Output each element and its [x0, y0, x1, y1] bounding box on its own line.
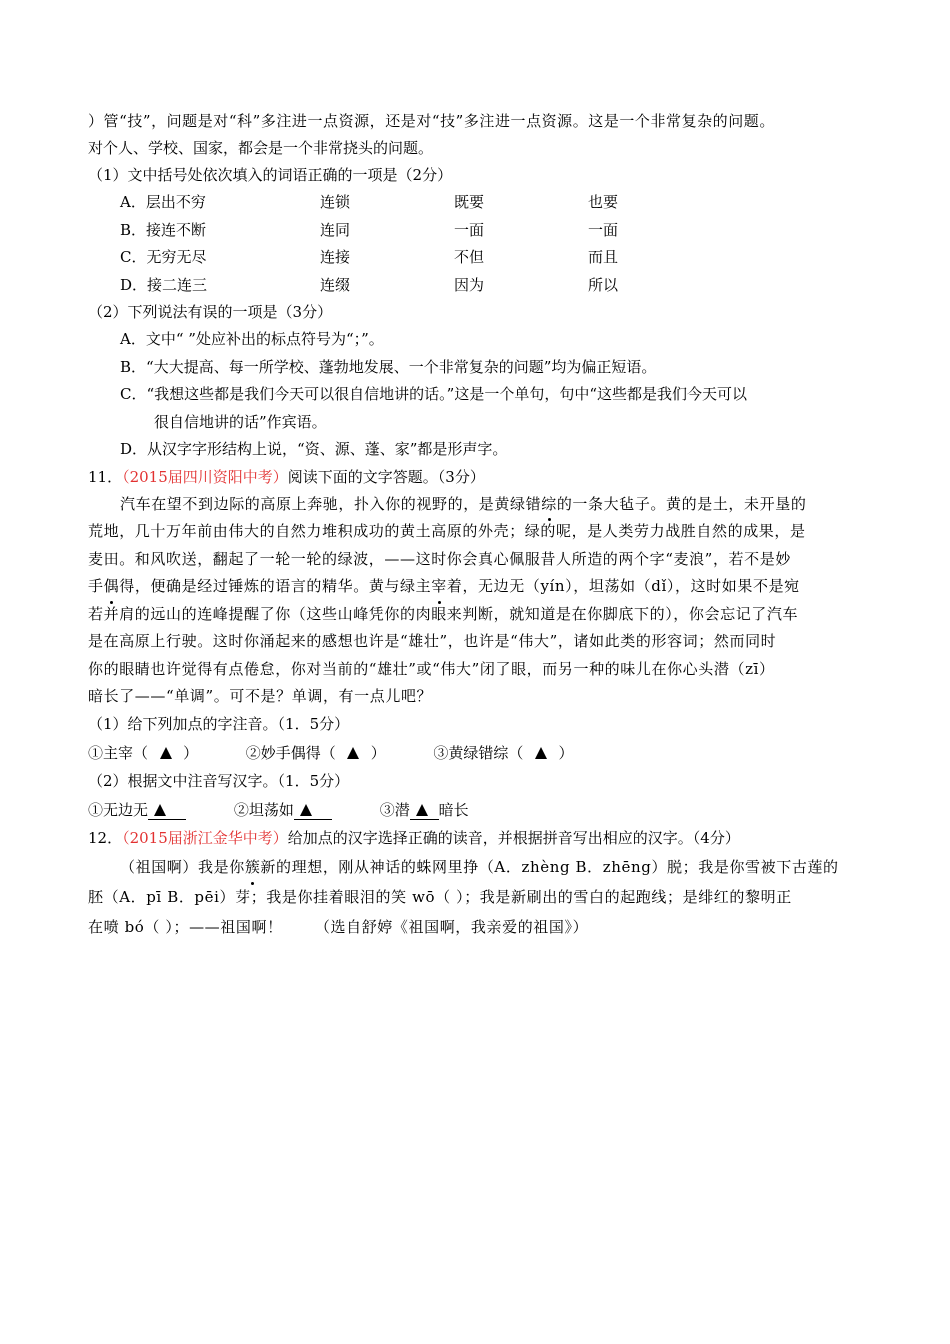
q12-stem: 给加点的汉字选择正确的读音，并根据拼音写出相应的汉字。（4分） — [287, 828, 740, 847]
q10-2-option-b: B．“大大提高、每一所学校、蓬勃地发展、一个非常复杂的问题”均为偏正短语。 — [120, 357, 657, 376]
q12-passage-line-2: 胚（A．pī B．pēi）芽；我是你挂着眼泪的笑 wō（ ）；我是新刷出的雪白的起跑线；是绯红的黎明正 — [88, 887, 792, 906]
triangle-icon — [154, 804, 166, 816]
q12-passage-line-1: （祖国啊）我是你簇新的理想，刚从神话的蛛网里挣（A．zhèng B．zhēng）脱；我是你雪被下古莲的 — [88, 852, 878, 882]
q11-passage-line-2: 荒地，几十万年前由伟大的自然力堆积成功的黄土高原的外壳；绿的呢，是人类劳力战胜自然的成果，是 — [88, 522, 806, 540]
q11-sub2-stem: （2）根据文中注音写汉字。（1．5分） — [88, 771, 350, 790]
q12-passage-line-3: 在喷 bó（ ）；——祖国啊！ （选自舒婷《祖国啊，我亲爱的祖国》） — [88, 917, 589, 936]
q10-2-stem: （2）下列说法有误的一项是（3分） — [88, 303, 333, 321]
q12-number: 12． — [88, 828, 123, 847]
q11-sub2-items: ①无边无 ②坦荡如 ③潜 暗长 — [88, 800, 469, 819]
q11-number: 11． — [88, 467, 123, 486]
q11-stem: 阅读下面的文字答题。（3分） — [287, 467, 485, 486]
q11-passage-line-6: 是在高原上行驶。这时你涌起来的感想也许是“雄壮”，也许是“伟大”，诸如此类的形容词；然而同时 — [88, 632, 777, 650]
q11-passage-line-5: 若并肩的远山的连峰提醒了你（这些山峰凭你的肉眼来判断，就知道是在你脚底下的），你会忘记了汽车 — [88, 604, 799, 623]
q11-sub1-stem: （1）给下列加点的字注音。（1．5分） — [88, 714, 350, 733]
triangle-icon — [160, 747, 172, 759]
answer-blank — [410, 801, 439, 820]
intro-line-2: 对个人、学校、国家，都会是一个非常挠头的问题。 — [88, 139, 434, 157]
answer-blank — [148, 801, 186, 820]
q11-passage-line-1: 汽车在望不到边际的高原上奔驰，扑入你的视野的，是黄绿错综的一条大毡子。黄的是土，未开垦的 — [88, 491, 878, 519]
q11-sub1-items: ①主宰（ ） ②妙手偶得（ ） ③黄绿错综（ ） — [88, 743, 574, 762]
emphasis-dot-char: 宰 — [431, 573, 447, 601]
q10-2-option-c-cont: 很自信地讲的话”作宾语。 — [154, 412, 327, 431]
q12-citation: （选自舒婷《祖国啊，我亲爱的祖国》） — [314, 917, 589, 936]
triangle-icon — [300, 804, 312, 816]
q11-passage-line-8: 暗长了——“单调”。可不是？单调，有一点儿吧？ — [88, 687, 433, 705]
q10-1-option-a: A．层出不穷 连锁 既要 也要 — [120, 193, 619, 211]
q11-passage-line-3: 麦田。和风吹送，翻起了一轮一轮的绿波，——这时你会真心佩服昔人所造的两个字“麦浪”，若不是妙 — [88, 549, 791, 568]
q12-source: （2015届浙江金华中考） — [122, 828, 288, 847]
triangle-icon — [347, 747, 359, 759]
q11-source: （2015届四川资阳中考） — [122, 467, 288, 486]
q11-heading — [88, 464, 878, 491]
triangle-icon — [535, 747, 547, 759]
intro-line-1: ）管“技”，问题是对“科”多注进一点资源，还是对“技”多注进一点资源。这是一个非常复杂的问题。 — [88, 112, 775, 130]
document-page — [88, 108, 878, 942]
q10-1-option-b: B．接连不断 连同 一面 一面 — [120, 220, 619, 239]
q12-heading — [88, 825, 878, 852]
q10-1-stem: （1）文中括号处依次填入的词语正确的一项是（2分） — [88, 166, 453, 184]
q11-passage-line-7: 你的眼睛也许觉得有点倦怠，你对当前的“雄壮”或“伟大”闭了眼，而另一种的味儿在你心头潜（zī） — [88, 659, 775, 678]
answer-blank — [294, 801, 332, 820]
q10-2-option-c: C．“我想这些都是我们今天可以很自信地讲的话。”这是一个单句，句中“这些都是我们今天可以 — [120, 385, 747, 403]
emphasis-dot-char: 综 — [541, 491, 557, 519]
emphasis-dot-char: 簇 — [245, 852, 261, 882]
q10-1-option-d: D．接二连三 连缀 因为 所以 — [120, 275, 619, 294]
q10-2-option-a: A．文中“ ”处应补出的标点符号为“；”。 — [120, 330, 384, 348]
q10-2-option-d: D．从汉字字形结构上说，“资、源、蓬、家”都是形声字。 — [120, 440, 508, 458]
triangle-icon — [416, 804, 428, 816]
q10-1-option-c: C．无穷无尽 连接 不但 而且 — [120, 248, 619, 266]
emphasis-dot-char: 偶 — [104, 573, 120, 601]
q11-passage-line-4: 手偶得，便确是经过锤炼的语言的精华。黄与绿主宰着，无边无（yín），坦荡如（dǐ），这时如果不是宛 — [88, 573, 878, 601]
